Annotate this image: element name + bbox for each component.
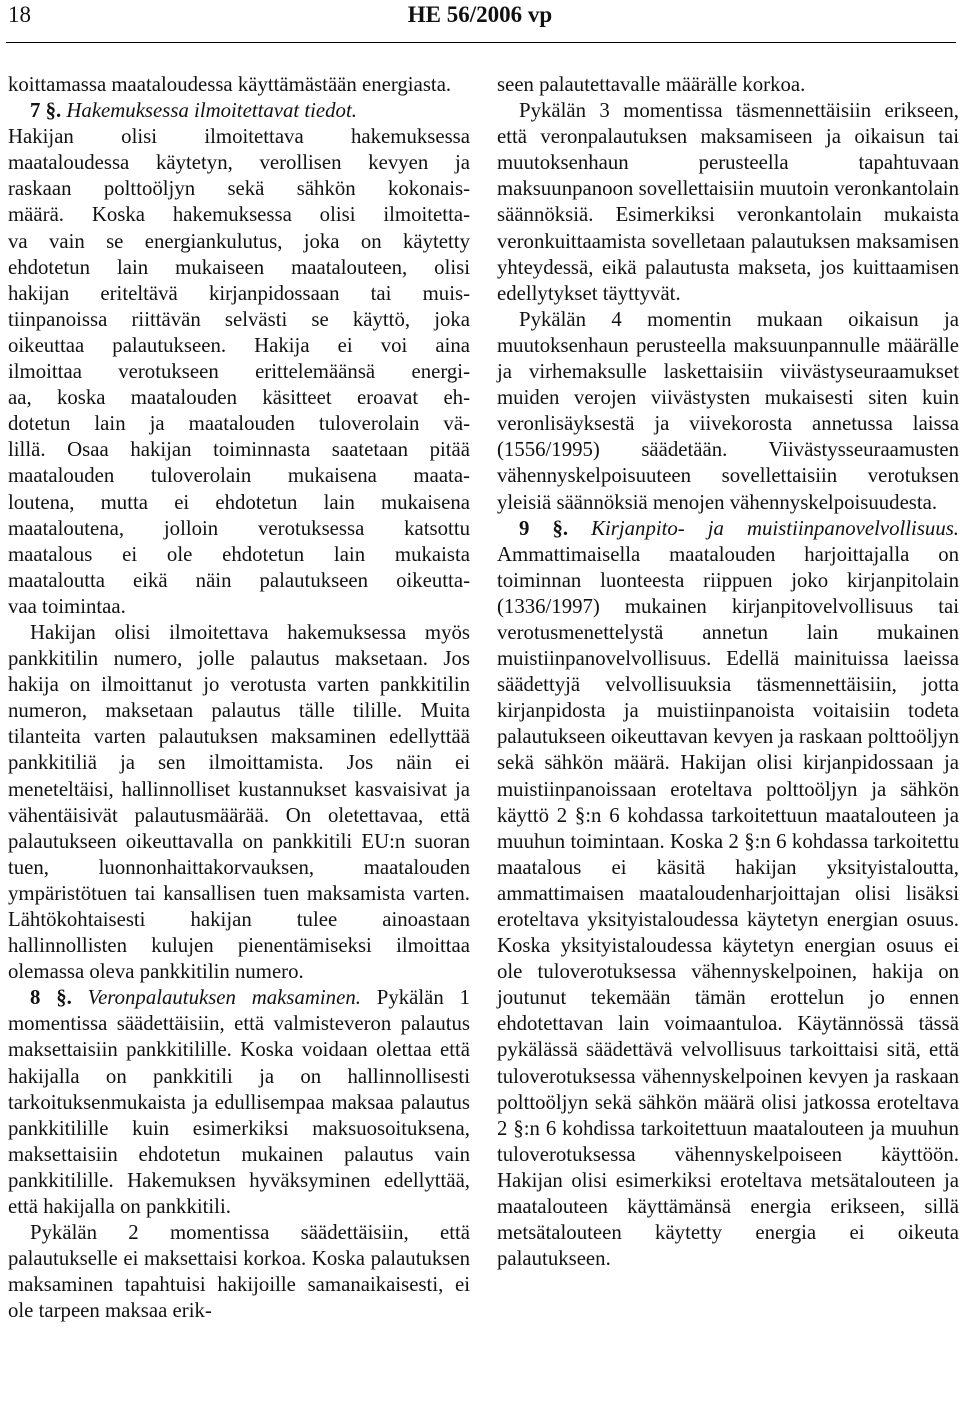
section-text: Ammattimaisella maatalouden harjoittajalla on toiminnan luonteesta riippuen joko kirjanpitolain (1336/1997) mukainen kirjanpitovelvollisuus tai verotusmenettelystä annetun lain mukainen muistiinpanovelvollisuus. Edellä mainituissa laeissa säädettyjä velvollisuuksia täsmennettäisiin, jotta kirjanpidosta ja muistiinpanoista voitaisiin todeta palautukseen oikeuttavan kevyen ja raskaan polttoöljyn sekä sähkön määrä. Hakijan olisi kirjanpidossaan ja muistiinpanoissaan eroteltava polttoöljyn ja sähkön käyttö 2 §:n 6 kohdassa tarkoitettuun maatalouteen ja muuhun toimintaan. Koska 2 §:n 6 kohdassa tarkoitettu maatalous ei käsitä hakijan yksityistaloutta, ammattimaisen maataloudenharjoittajan olisi lisäksi eroteltava yksityistaloudessa käytetyn energian osuus. Koska yksityistaloudessa käytetyn energian osuus ei ole tuloverotuksessa vähennyskelpoinen, hakija on joutunut tekemään tämän erottelun jo ennen ehdotettavan lain voimaantuloa. Käytännössä tässä pykälässä säädettävä velvollisuus tarkoittaisi sitä, että tuloverotuksessa vähennyskelpoinen kevyen ja raskaan polttoöljyn sekä sähkön määrä olisi jatkossa eroteltava 2 §:n 6 kohdissa tarkoitettuun maatalouteen ja muuhun tuloverotuksessa vähennyskelpoiseen käyttöön. Hakijan olisi esimerkiksi eroteltava metsätalouteen ja maatalouteen käyttämänsä energia erikseen, sillä metsätalouteen käytetty energia ei oikeuta palautukseen. xyxy=(497,542,959,1271)
text-line: hakijan eriteltävä kirjanpidossaan tai muis- xyxy=(8,281,470,305)
page-number: 18 xyxy=(8,2,31,27)
text-line: maataloutena, jolloin verotuksessa katsottu xyxy=(8,516,470,540)
text-line: maataloudessa käytetyn, verollisen kevyen ja xyxy=(8,151,470,175)
right-column xyxy=(497,72,959,1272)
text-line: Hakijan olisi ilmoitettava hakemuksessa xyxy=(8,125,470,149)
page-header xyxy=(0,0,960,46)
paragraph: Pykälän 4 momentin mukaan oikaisun ja muutoksenhaun perusteella maksuunpannulle määrälle ja virhemaksulle laskettaisiin viivästyseuraamukset muiden verojen viivästysten mukaisesti siten kuin veronlisäyksestä ja viivekorosta annetussa laissa (1556/1995) säädetään. Viivästysseuraamusten vähennyskelpoisuuteen sovellettaisiin verotuksen yleisiä säännöksiä menojen vähennyskelpoisuudesta. xyxy=(497,307,959,514)
section-title: Hakemuksessa ilmoitettavat tiedot. xyxy=(66,99,357,123)
section-text: Pykälän 1 momentissa säädettäisiin, että valmisteveron palautus maksettaisiin pankkitilille. Koska voidaan olettaa että hakijalla on pankkitili ja on hallinnollisesti tarkoituksenmukaista ja edullisempaa maksaa palautus pankkitilille kuin esimerkiksi maksuosoituksena, maksettaisiin ehdotetun mukainen palautus vain pankkitilille. Hakemuksen hyväksyminen edellyttää, että hakijalla on pankkitili. xyxy=(8,986,470,1219)
paragraph: seen palautettavalle määrälle korkoa. xyxy=(497,73,806,96)
left-column xyxy=(8,72,470,1325)
section-8 xyxy=(8,985,470,1220)
text-line: tiinpanoissa riittävän selvästi se käyttö, joka xyxy=(8,307,470,331)
text-line: lillä. Osaa hakijan toiminnasta saatetaan pitää xyxy=(8,438,470,462)
header-rule xyxy=(6,42,956,43)
section-title: Veronpalautuksen maksaminen. xyxy=(87,986,361,1010)
section-7-heading xyxy=(8,98,470,124)
section-number: 9 §. xyxy=(519,516,569,540)
text-line: va vain se energiankulutus, joka on käytetty xyxy=(8,229,470,253)
text-line: loutena, mutta ei ehdotetun lain mukaisena xyxy=(8,490,470,514)
text-line: oikeuttaa palautukseen. Hakija ei voi aina xyxy=(8,333,470,357)
text-line: ilmoittaa verotukseen erittelemäänsä energi- xyxy=(8,360,470,384)
paragraph: Pykälän 2 momentissa säädettäisiin, että palautukselle ei maksettaisi korkoa. Koska palautuksen maksaminen tapahtuisi hakijoille samanaikaisesti, ei ole tarpeen maksaa erik- xyxy=(8,1221,470,1323)
document-id: HE 56/2006 vp xyxy=(407,2,553,27)
section-9 xyxy=(497,516,959,1273)
text-line: dotetun lain ja maatalouden tuloverolain vä- xyxy=(8,412,470,436)
section-number: 8 §. xyxy=(30,986,72,1010)
paragraph: Hakijan olisi ilmoitettava hakemuksessa myös pankkitilin numero, jolle palautus maksetaan. Jos hakija on ilmoittanut jo verotusta varten pankkitilin numeron, maksetaan palautus tälle tilille. Muita tilanteita varten palautuksen maksaminen edellyttää pankkitiliä ja sen ilmoittamista. Jos näin ei meneteltäisi, hallinnolliset kustannukset kasvaisivat ja vähentäisivät palautusmäärää. On oletettavaa, että palautukseen oikeuttavalla on pankkitili EU:n suoran tuen, luonnonhaittakorvauksen, maatalouden ympäristötuen tai kansallisen tuen maksamista varten. Lähtökohtaisesti hakijan tulee ainoastaan hallinnollisten kulujen pienentämiseksi ilmoittaa olemassa oleva pankkitilin numero. xyxy=(8,620,470,984)
paragraph: koittamassa maataloudessa käyttämästään energiasta. xyxy=(8,73,452,96)
text-line: määrä. Koska hakemuksessa olisi ilmoitetta- xyxy=(8,203,470,227)
text-line: maatalouden tuloverolain mukaisena maata- xyxy=(8,464,470,488)
section-number: 7 §. xyxy=(30,99,62,123)
text-line: maataloutta eikä näin palautukseen oikeutta- xyxy=(8,568,470,592)
text-line: maatalous ei ole ehdotetun lain mukaista xyxy=(8,542,470,566)
text-line: vaa toimintaa. xyxy=(8,594,126,618)
paragraph: Pykälän 3 momentissa täsmennettäisiin erikseen, että veronpalautuksen maksamiseen ja oikaisun tai muutoksenhaun perusteella tapahtuvaan maksuunpanoon sovellettaisiin muutoin veronkantolain säännöksiä. Esimerkiksi veronkantolain mukaista veronkuittaamista sovelletaan palautuksen maksamisen yhteydessä, eikä palautusta makseta, jos kuittaamisen edellytykset täyttyvät. xyxy=(497,99,959,305)
text-line: raskaan polttoöljyn sekä sähkön kokonais- xyxy=(8,177,470,201)
section-7-text xyxy=(8,124,470,620)
text-line: ehdotetun lain mukaiseen maatalouteen, olisi xyxy=(8,255,470,279)
text-line: aa, koska maatalouden käsitteet eroavat eh- xyxy=(8,386,470,410)
section-title: Kirjanpito- ja muistiinpanovelvollisuus. xyxy=(591,516,960,540)
